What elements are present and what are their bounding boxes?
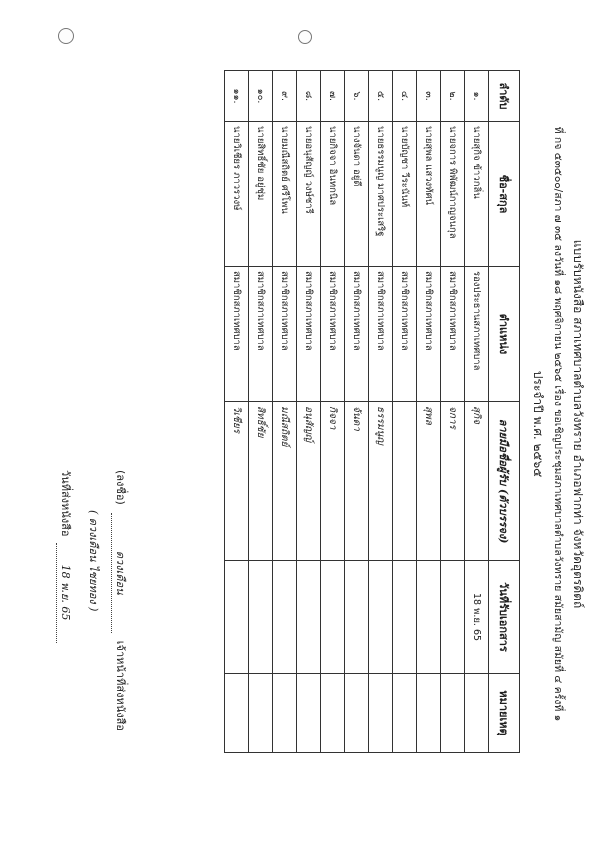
table-body	[225, 71, 489, 753]
row-note	[273, 674, 297, 753]
doc-title-line2: ที่ กจ ๕๓๕๐๐/สภา ๗ ๓๕ ลงวันที่ ๑๘ พฤศจิกายน ๒๕๖๕ เรื่อง ขอเชิญประชุมสภาเทศบาลตำบลวังทราย สมัยสามัญ สมัยที่ ๔ ครั้งที่ ๑	[552, 126, 564, 722]
row-position: สมาชิกสภาเทศบาล	[417, 267, 441, 402]
row-position: สมาชิกสภาเทศบาล	[393, 267, 417, 402]
col-header-note: หมายเหตุ	[489, 674, 520, 753]
row-position: สมาชิกสภาเทศบาล	[321, 267, 345, 402]
row-name: นายธรรมนูญ มาศประเสริฐ	[369, 122, 393, 267]
row-date	[417, 561, 441, 674]
row-date	[225, 561, 249, 674]
row-signature: ธรรมนูญ	[369, 402, 393, 561]
row-signature: กิจจา	[321, 402, 345, 561]
row-no: ๙.	[273, 71, 297, 122]
row-signature: อนุสัญญ์	[297, 402, 321, 561]
row-signature: วิเชียร	[225, 402, 249, 561]
row-signature	[393, 402, 417, 561]
table-row	[465, 71, 489, 753]
row-date	[369, 561, 393, 674]
col-header-name: ชื่อ-สกุล	[489, 122, 520, 267]
table-row	[321, 71, 345, 753]
row-name: นายสุกิจ ข้าวกลิ่น	[465, 122, 489, 267]
sign-label: (ลงชื่อ)	[114, 470, 127, 505]
row-name: นางจันดา อยู่ดี	[345, 122, 369, 267]
sender-role: เจ้าหน้าที่ส่งหนังสือ	[114, 640, 127, 731]
signoff-block	[56, 470, 130, 830]
table-row	[273, 71, 297, 753]
recipient-table	[224, 70, 520, 753]
table-row	[249, 71, 273, 753]
row-date	[441, 561, 465, 674]
table-row	[225, 71, 249, 753]
row-signature: สุกิจ	[465, 402, 489, 561]
row-no: ๕.	[369, 71, 393, 122]
row-note	[417, 674, 441, 753]
row-name: นายกิจจา อินทกนิล	[321, 122, 345, 267]
row-name: นายสิทธิ์ชัย อยู่ชุ่ม	[249, 122, 273, 267]
row-signature: จันดา	[345, 402, 369, 561]
row-date	[297, 561, 321, 674]
row-date	[393, 561, 417, 674]
row-position: สมาชิกสภาเทศบาล	[345, 267, 369, 402]
row-position: สมาชิกสภาเทศบาล	[225, 267, 249, 402]
send-date-value: 18 พ.ย. 65	[56, 543, 75, 643]
row-signature: สุพล	[417, 402, 441, 561]
row-note	[225, 674, 249, 753]
row-no: ๑๐.	[249, 71, 273, 122]
row-note	[249, 674, 273, 753]
row-name: นายมณีสถิตย์ ศรีโพน	[273, 122, 297, 267]
row-position: รองประธานสภาเทศบาล	[465, 267, 489, 402]
row-position: สมาชิกสภาเทศบาล	[273, 267, 297, 402]
col-header-no: ลำดับ	[489, 71, 520, 122]
row-no: ๒.	[441, 71, 465, 122]
row-date	[273, 561, 297, 674]
row-name: นายสุพล แสวงทัศน์	[417, 122, 441, 267]
row-no: ๘.	[297, 71, 321, 122]
col-header-date: วันที่รับเอกสาร	[489, 561, 520, 674]
table-row	[297, 71, 321, 753]
row-note	[465, 674, 489, 753]
row-name: นายจการ พิพัฒน์กาญจนกุล	[441, 122, 465, 267]
row-no: ๔.	[393, 71, 417, 122]
row-note	[369, 674, 393, 753]
doc-title-line3: ประจำปี พ.ศ. ๒๕๖๕	[531, 370, 545, 478]
row-no: ๑๑.	[225, 71, 249, 122]
row-note	[297, 674, 321, 753]
row-name: นายอนุสัญญ์ วงษ์ชารี	[297, 122, 321, 267]
table-header-row	[489, 71, 520, 753]
row-signature: สิทธิ์ชัย	[249, 402, 273, 561]
row-note	[321, 674, 345, 753]
row-note	[441, 674, 465, 753]
col-header-signature: ลายมือชื่อผู้รับ (ตัวบรรจง)	[489, 402, 520, 561]
row-note	[345, 674, 369, 753]
row-no: ๗.	[321, 71, 345, 122]
signature-handwritten: ดวงเดือน	[111, 513, 130, 633]
row-date	[345, 561, 369, 674]
row-no: ๓.	[417, 71, 441, 122]
row-name: นายวิเชียร ภาวรวงษ์	[225, 122, 249, 267]
row-note	[393, 674, 417, 753]
printed-name: ( ดวงเดือน ไชยทอง )	[87, 510, 100, 612]
row-signature: จการ	[441, 402, 465, 561]
row-date	[321, 561, 345, 674]
table-row	[369, 71, 393, 753]
row-no: ๑.	[465, 71, 489, 122]
row-position: สมาชิกสภาเทศบาล	[441, 267, 465, 402]
row-signature: มณีสถิตย์	[273, 402, 297, 561]
row-position: สมาชิกสภาเทศบาล	[249, 267, 273, 402]
signoff-line	[111, 470, 130, 830]
row-no: ๖.	[345, 71, 369, 122]
table-row	[441, 71, 465, 753]
row-name: นายบัญชา วีระนันท์	[393, 122, 417, 267]
send-date-label: วันที่ส่งหนังสือ	[59, 470, 72, 537]
col-header-position: ตำแหน่ง	[489, 267, 520, 402]
row-date	[249, 561, 273, 674]
row-date: 18 พ.ย. 65	[465, 561, 489, 674]
table-row	[345, 71, 369, 753]
send-date-line	[56, 470, 75, 830]
doc-title-line1: แบบรับหนังสือ สภาเทศบาลตำบลวังทราย อำเภอฟากท่า จังหวัดอุตรดิตถ์	[571, 239, 585, 609]
row-position: สมาชิกสภาเทศบาล	[297, 267, 321, 402]
table-row	[417, 71, 441, 753]
table-row	[393, 71, 417, 753]
row-position: สมาชิกสภาเทศบาล	[369, 267, 393, 402]
